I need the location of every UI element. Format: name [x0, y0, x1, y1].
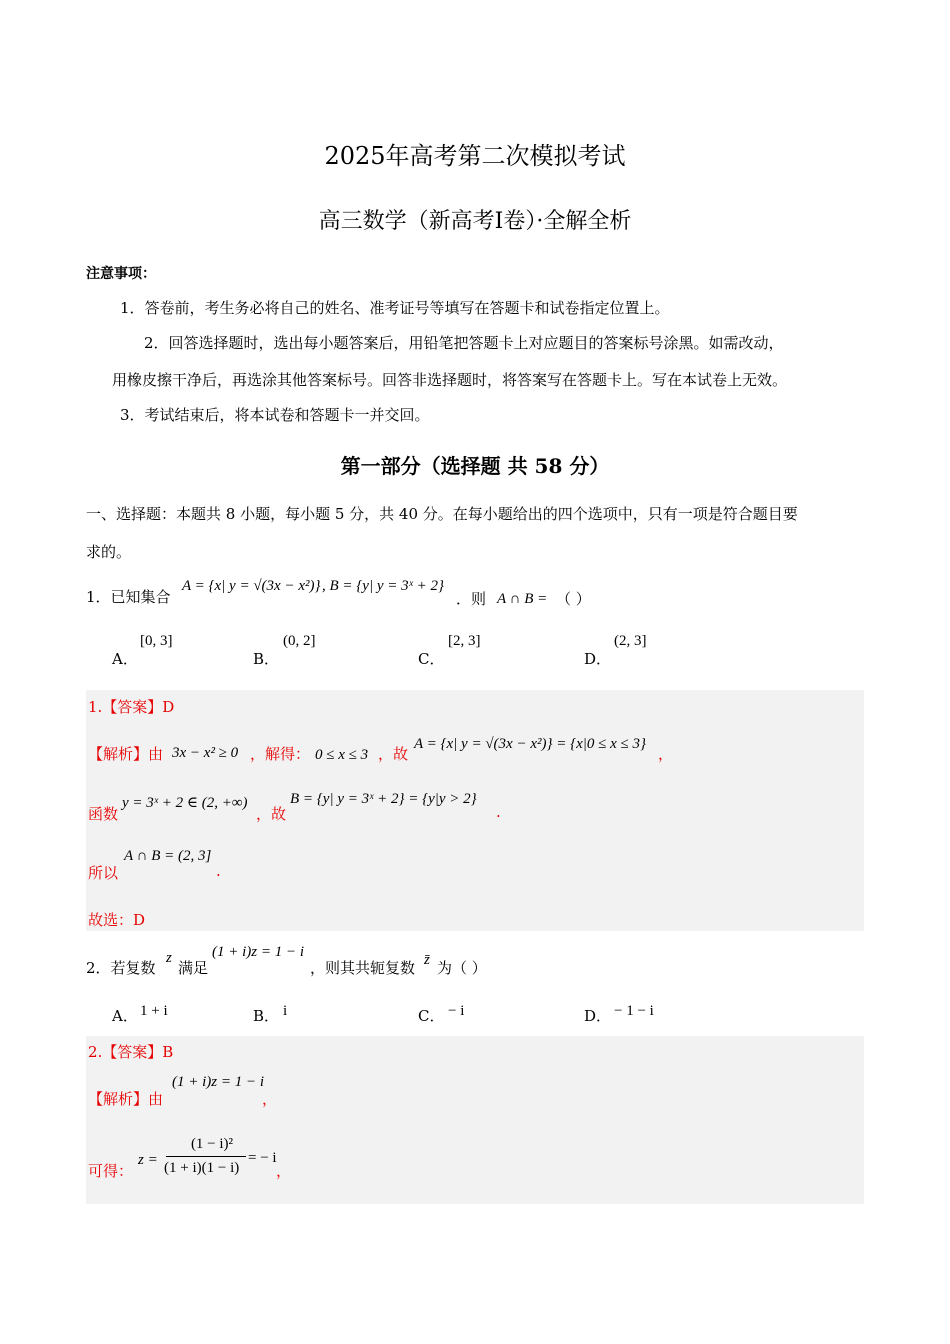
analysis-2-equation: (1 + i)z = 1 − i [172, 1074, 265, 1090]
analysis-2-comma: ， [262, 1090, 278, 1108]
analysis-1-period: . [496, 803, 501, 821]
q2-zbar: z̄ [424, 952, 430, 968]
analysis-1-range: 0 ≤ x ≤ 3 [315, 747, 369, 763]
q2-option-b-label: B． [253, 1007, 280, 1025]
q1-option-c-value: [2, 3] [448, 633, 481, 649]
q2-satisfies: 满足 [178, 959, 209, 977]
q2-option-d-value: − 1 − i [614, 1003, 654, 1019]
analysis-1-set-a: A = {x| y = √(3x − x²)} = {x|0 ≤ x ≤ 3} [414, 736, 647, 752]
analysis-2-numerator: (1 − i)² [190, 1136, 234, 1152]
q1-paren: （ ） [556, 590, 591, 608]
analysis-1-function-label: 函数 [88, 805, 119, 823]
notice-item-1: 1．答卷前，考生务必将自己的姓名、准考证号等填写在答题卡和试卷指定位置上。 [120, 299, 670, 317]
analysis-1-choice: 故选：D [88, 911, 146, 929]
analysis-2-denominator: (1 + i)(1 − i) [164, 1160, 240, 1176]
q1-prefix: 1．已知集合 [86, 588, 171, 606]
q1-option-b-value: (0, 2] [283, 633, 316, 649]
answer-1-box [86, 690, 864, 931]
q2-option-c-label: C． [418, 1007, 445, 1025]
q1-option-a-label: A． [112, 650, 138, 668]
answer-2-label: 2.【答案】B [88, 1043, 174, 1061]
q2-option-a-label: A． [112, 1007, 138, 1025]
intro-line-2: 求的。 [86, 543, 132, 561]
q1-set-b: , B = {y| y = 3ˣ + 2} [322, 578, 444, 594]
q1-set-a: A = {x| y = √(3x − x²)} [182, 578, 321, 594]
analysis-1-hence-text-2: ，故 [256, 805, 287, 823]
q2-prefix: 2．若复数 [86, 959, 156, 977]
q1-option-d-value: (2, 3] [614, 633, 647, 649]
q1-option-d-label: D． [584, 650, 612, 668]
q2-option-c-value: − i [448, 1003, 465, 1019]
analysis-1-solve-text: ，解得： [250, 745, 311, 763]
q1-option-c-label: C． [418, 650, 445, 668]
notice-item-3: 3．考试结束后，将本试卷和答题卡一并交回。 [120, 406, 430, 424]
analysis-1-set-b: B = {y| y = 3ˣ + 2} = {y|y > 2} [290, 791, 477, 807]
q1-option-b-label: B． [253, 650, 280, 668]
page-subtitle: 高三数学（新高考Ⅰ卷）·全解全析 [318, 209, 632, 234]
analysis-2-result: = − i [248, 1150, 277, 1166]
analysis-1-period-2: . [216, 862, 221, 880]
page-title: 2025年高考第二次模拟考试 [324, 142, 626, 170]
intro-line-1: 一、选择题：本题共 8 小题，每小题 5 分，共 40 分。在每小题给出的四个选项中，只有一项是符合题目要 [86, 505, 798, 523]
q2-option-d-label: D． [584, 1007, 612, 1025]
analysis-1-comma: ， [658, 745, 674, 763]
q2-conjugate-text: ，则其共轭复数 [310, 959, 416, 977]
q2-option-a-value: 1 + i [140, 1003, 168, 1019]
notice-heading: 注意事项： [86, 266, 156, 282]
q2-suffix: 为（ ） [437, 959, 487, 977]
q2-option-b-value: i [283, 1003, 288, 1019]
analysis-2-comma-2: ， [276, 1162, 292, 1180]
analysis-1-function-range: y = 3ˣ + 2 ∈ (2, +∞) [122, 795, 248, 811]
analysis-1-inequality: 3x − x² ≥ 0 [172, 745, 239, 761]
q2-z: z [166, 950, 172, 966]
section-title: 第一部分（选择题 共 58 分） [340, 454, 610, 478]
q1-expr: A ∩ B = [497, 591, 548, 607]
answer-2-box [86, 1036, 864, 1204]
analysis-2-z-equals: z = [138, 1152, 158, 1168]
analysis-1-intersection: A ∩ B = (2, 3] [124, 848, 212, 864]
answer-1-label: 1.【答案】D [88, 698, 175, 716]
q1-then: ．则 [456, 590, 487, 608]
analysis-2-label: 【解析】由 [88, 1090, 164, 1108]
analysis-1-label: 【解析】由 [88, 745, 164, 763]
analysis-2-fraction-bar [166, 1156, 246, 1157]
analysis-1-therefore-label: 所以 [88, 864, 119, 882]
notice-item-2a: 2．回答选择题时，选出每小题答案后，用铅笔把答题卡上对应题目的答案标号涂黑。如需改动， [144, 334, 784, 352]
analysis-1-hence-text: ，故 [378, 745, 409, 763]
q2-equation: (1 + i)z = 1 − i [212, 944, 305, 960]
notice-item-2b: 用橡皮擦干净后，再选涂其他答案标号。回答非选择题时，将答案写在答题卡上。写在本试卷上无效。 [112, 371, 788, 389]
analysis-2-derive-label: 可得： [88, 1162, 134, 1180]
q1-option-a-value: [0, 3] [140, 633, 173, 649]
